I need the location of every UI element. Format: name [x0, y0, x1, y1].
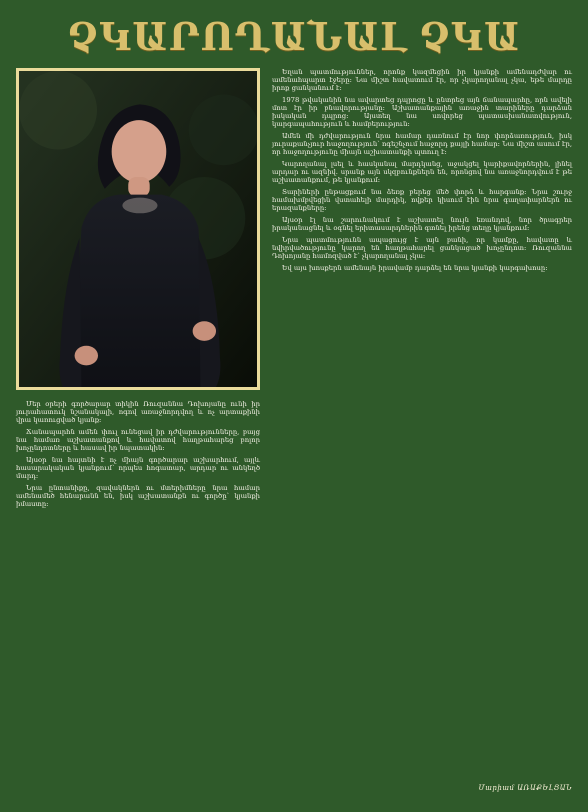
- right-paragraph: Կարողանալ լսել և հասկանալ մարդկանց, աջակցել կարիքավորներին, լինել արդար ու ազնիվ. սրանք այն սկզբունքներն են, որոնցով նա առաջնորդվում է թե աշխատանքում, թե կյանքում։: [272, 160, 572, 185]
- right-paragraph: Ամեն մի դժվարություն նրա համար դառնում էր նոր փորձառություն, իսկ յուրաքանչյուր հաջողություն՝ ոգեշնչում հաջորդ քայլի համար։ Նա միշտ ասում էր, որ հաջողությունը միայն աշխատանքի պտուղ է։: [272, 132, 572, 157]
- portrait-photo: [16, 68, 260, 390]
- portrait-illustration: [19, 71, 257, 387]
- article-content: [16, 68, 572, 798]
- right-paragraph: 1978 թվականին նա ավարտեց դպրոցը և ընտրեց այն ճանապարհը, որն ավելի մոտ էր իր բնավորությանը։ Աշխատանքային առաջին տարիները դարձան իսկական դպրոց։ Այստեղ նա սովորեց պատասխանատվություն, կարգապահություն և համբերություն։: [272, 96, 572, 129]
- right-paragraph: Տարիների ընթացքում նա ձեռք բերեց մեծ փորձ և հարգանք։ Նրա շուրջ համախմբվեցին վստահելի մարդիկ, ովքեր կիսում էին նրա գաղափարներն ու երազանքները։: [272, 188, 572, 213]
- right-paragraph: Նրա պատմությունն ապացույց է այն բանի, որ կամքը, հավատը և նվիրվածությունը կարող են հաղթահարել ցանկացած խոչընդոտ։ Ռուզաննա Դոխոյանը համոզված է՝ չկարողանալ չկա։: [272, 236, 572, 261]
- left-column: [16, 68, 260, 798]
- right-paragraph: Եվ այս խոսքերն ամենայն իրավամբ դարձել են նրա կյանքի կարգախոսը։: [282, 264, 548, 273]
- right-paragraph: Այսօր էլ նա շարունակում է աշխատել նույն եռանդով, նոր ծրագրեր իրականացնել և օգնել երիտասարդներին գտնել իրենց տեղը կյանքում։: [272, 216, 572, 233]
- right-column: [272, 68, 572, 798]
- article-title: ՉԿԱՐՈՂԱՆԱԼ ՉԿԱ: [67, 17, 521, 59]
- left-paragraph: Մեր օրերի գործարար տիկին Ռուզաննա Դոխոյանը ունի իր յուրահատուկ նշանակալի, ոգով առաջնորդվող և ոչ արտաքինի վրա կառուցված կյանք։: [16, 400, 260, 425]
- right-paragraph: Եղան պատմություններ, որոնք կազմեցին իր կյանքի ամենադժվար ու ամենահպարտ էջերը։ Նա միշտ հավատում էր, որ չկարողանալ չկա, եթե մարդը իրոք ցանկանում է։: [272, 68, 572, 93]
- left-paragraph: Այսօր նա հայտնի է ոչ միայն գործարար աշխարհում, այլև հասարակական կյանքում՝ որպես հոգատար, արդար ու անկեղծ մարդ։: [16, 456, 260, 481]
- left-paragraph: Ճանապարհն ամեն փուլ ունեցավ իր դժվարությունները, բայց նա համառ աշխատանքով և հավատով հաղթահարեց բոլոր խոչընդոտները և հասավ իր նպատակին։: [16, 428, 260, 453]
- author-signature: Մարիամ ԱՌԱՔԵԼՅԱՆ: [478, 783, 572, 792]
- left-paragraph: Նրա ընտանիքը, զավակներն ու մտերիմները նրա համար ամենամեծ հենարանն են, իսկ աշխատանքն ու գործը՝ կյանքի իմաստը։: [16, 484, 260, 509]
- left-article-text: [16, 400, 260, 508]
